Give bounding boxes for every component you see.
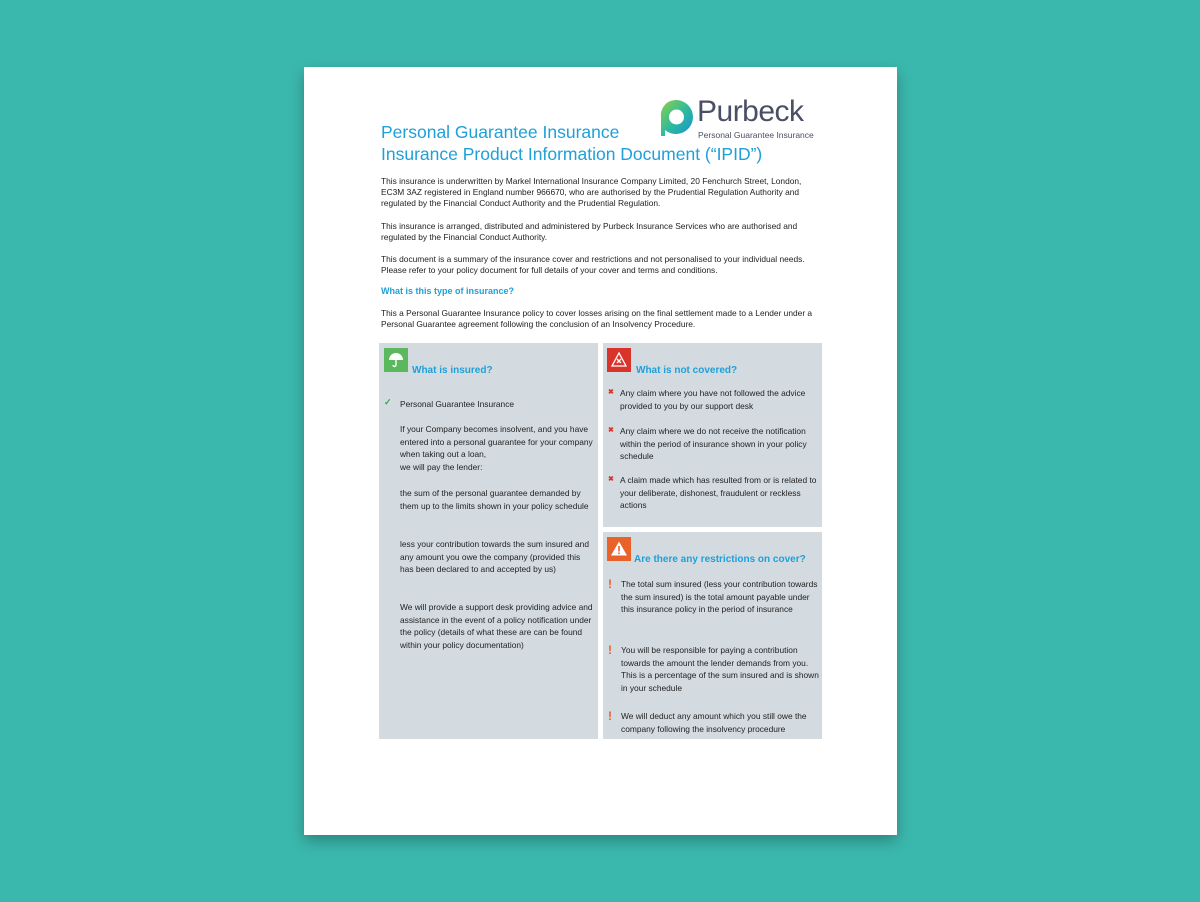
not-covered-item-2: Any claim where we do not receive the notification within the period of insurance shown in your policy schedule [620, 426, 807, 462]
title-line-2: Insurance Product Information Document (“IPID”) [381, 144, 763, 164]
restrictions-item-2: You will be responsible for paying a contribution towards the amount the lender demands from you. This is a percentage of the sum insured and is shown in your schedule [621, 645, 819, 694]
exclamation-icon: ! [608, 577, 612, 591]
title-line-1: Personal Guarantee Insurance [381, 122, 620, 142]
insured-heading: What is insured? [412, 365, 493, 376]
insured-paragraph-2: the sum of the personal guarantee demanded by them up to the limits shown in your policy schedule [400, 488, 589, 511]
page-title [381, 121, 851, 165]
cross-icon: ✖ [608, 389, 614, 396]
umbrella-icon [384, 348, 408, 372]
not-covered-item-1: Any claim where you have not followed the advice provided to you by our support desk [620, 388, 806, 411]
insured-paragraph-1b: we will pay the lender: [400, 462, 483, 472]
restrictions-panel [603, 532, 822, 739]
logo-wordmark: Purbeck [697, 95, 804, 128]
exclamation-icon: ! [608, 709, 612, 723]
restrictions-item-3: We will deduct any amount which you still owe the company following the insolvency procedure [621, 711, 807, 734]
intro-paragraph-arranged: This insurance is arranged, distributed and administered by Purbeck Insurance Services who are authorised and regulated by the Financial Conduct Authority. [381, 221, 798, 242]
not-covered-heading: What is not covered? [636, 365, 738, 376]
exclamation-icon: ! [608, 643, 612, 657]
not-covered-panel [603, 343, 822, 527]
check-icon: ✓ [384, 397, 392, 407]
restrictions-item-1: The total sum insured (less your contribution towards the sum insured) is the total amount payable under this insurance policy in the period of insurance [621, 579, 818, 615]
restrictions-heading: Are there any restrictions on cover? [634, 554, 806, 565]
type-heading: What is this type of insurance? [381, 286, 515, 296]
insured-item-title: Personal Guarantee Insurance [400, 399, 515, 409]
insured-paragraph-1: If your Company becomes insolvent, and you have entered into a personal guarantee for your company when taking out a loan, [400, 424, 593, 460]
not-covered-item-3: A claim made which has resulted from or is related to your deliberate, dishonest, fraudulent or reckless actions [620, 475, 817, 511]
cross-icon: ✖ [608, 476, 614, 483]
warning-exclamation-icon [607, 537, 631, 561]
type-body: This a Personal Guarantee Insurance policy to cover losses arising on the final settlement made to a Lender under a Personal Guarantee agreement following the conclusion of an Insolvency Procedure. [381, 308, 813, 329]
intro-paragraph-underwriter: This insurance is underwritten by Markel International Insurance Company Limited, 20 Fenchurch Street, London, EC3M 3AZ registered in England number 966670, who are authorised by the Prudential Regulation Authority and regulated by the Financial Conduct Authority and the Prudential Regulation. [381, 176, 802, 208]
logo-tagline: Personal Guarantee Insurance [698, 130, 814, 140]
insured-paragraph-3: less your contribution towards the sum insured and any amount you owe the company (provided this has been declared to and accepted by us) [400, 539, 590, 575]
warning-x-icon [607, 348, 631, 372]
insured-panel [379, 343, 598, 739]
insured-paragraph-4: We will provide a support desk providing advice and assistance in the event of a policy notification under the policy (details of what these are can be found within your policy documentation) [400, 602, 593, 651]
document-page [304, 67, 897, 835]
cross-icon: ✖ [608, 427, 614, 434]
intro-paragraph-summary: This document is a summary of the insurance cover and restrictions and not personalised to your individual needs. Please refer to your policy document for full details of your cover and terms and conditions. [381, 254, 805, 275]
